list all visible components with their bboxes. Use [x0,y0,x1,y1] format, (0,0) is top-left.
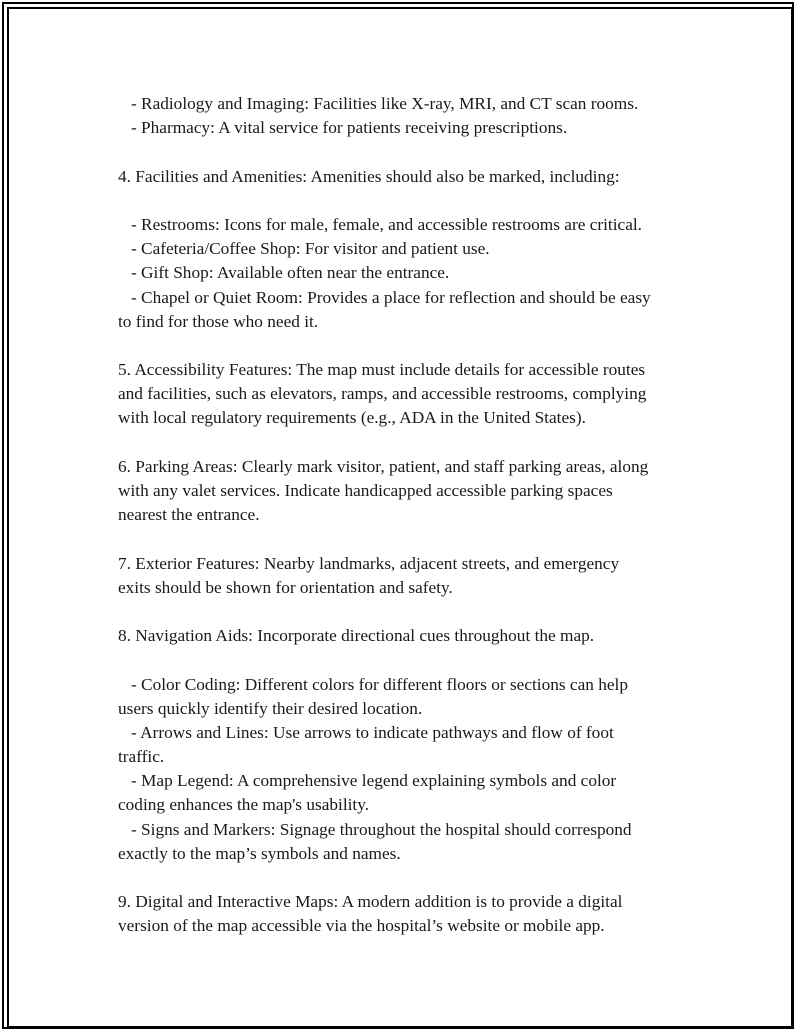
section-heading-navigation: 8. Navigation Aids: Incorporate directional cues throughout the map. [118,626,595,646]
blank-line [118,527,698,551]
text-line: - Map Legend: A comprehensive legend explaining symbols and color [118,771,617,791]
blank-line [118,648,698,672]
text-line: - Gift Shop: Available often near the entrance. [118,263,450,283]
blank-line [118,600,698,624]
text-line: and facilities, such as elevators, ramps, and accessible restrooms, complying [118,384,647,404]
text-line: - Chapel or Quiet Room: Provides a place for reflection and should be easy [118,287,651,307]
text-line: - Cafeteria/Coffee Shop: For visitor and patient use. [118,239,490,259]
text-line: - Restrooms: Icons for male, female, and accessible restrooms are critical. [118,214,642,234]
text-line: - Radiology and Imaging: Facilities like X-ray, MRI, and CT scan rooms. [118,94,639,113]
text-line: version of the map accessible via the hospital’s website or mobile app. [118,916,605,936]
text-line: exactly to the map’s symbols and names. [118,843,401,863]
document-body [118,92,698,939]
text-line: - Color Coding: Different colors for different floors or sections can help [118,674,628,694]
blank-line [118,866,698,890]
text-line: to find for those who need it. [118,311,319,331]
blank-line [118,334,698,358]
text-line: with local regulatory requirements (e.g., ADA in the United States). [118,408,586,428]
text-line: - Pharmacy: A vital service for patients receiving prescriptions. [118,118,568,138]
text-line: with any valet services. Indicate handicapped accessible parking spaces [118,481,613,500]
text-line: exits should be shown for orientation and safety. [118,577,453,597]
text-line: coding enhances the map's usability. [118,795,370,815]
section-heading-exterior: 7. Exterior Features: Nearby landmarks, adjacent streets, and emergency [118,553,620,573]
section-heading-accessibility: 5. Accessibility Features: The map must include details for accessible routes [118,360,646,380]
text-line: traffic. [118,747,165,767]
blank-line [118,431,698,455]
blank-line [118,189,698,213]
text-line: - Arrows and Lines: Use arrows to indicate pathways and flow of foot [118,722,614,742]
section-heading-digital-maps: 9. Digital and Interactive Maps: A modern addition is to provide a digital [118,892,623,912]
text-line: users quickly identify their desired location. [118,698,423,718]
section-heading-parking: 6. Parking Areas: Clearly mark visitor, patient, and staff parking areas, along [118,456,649,476]
section-heading-facilities: 4. Facilities and Amenities: Amenities should also be marked, including: [118,166,620,186]
text-line: - Signs and Markers: Signage throughout the hospital should correspond [118,819,632,839]
blank-line [118,140,698,164]
text-line: nearest the entrance. [118,505,260,525]
